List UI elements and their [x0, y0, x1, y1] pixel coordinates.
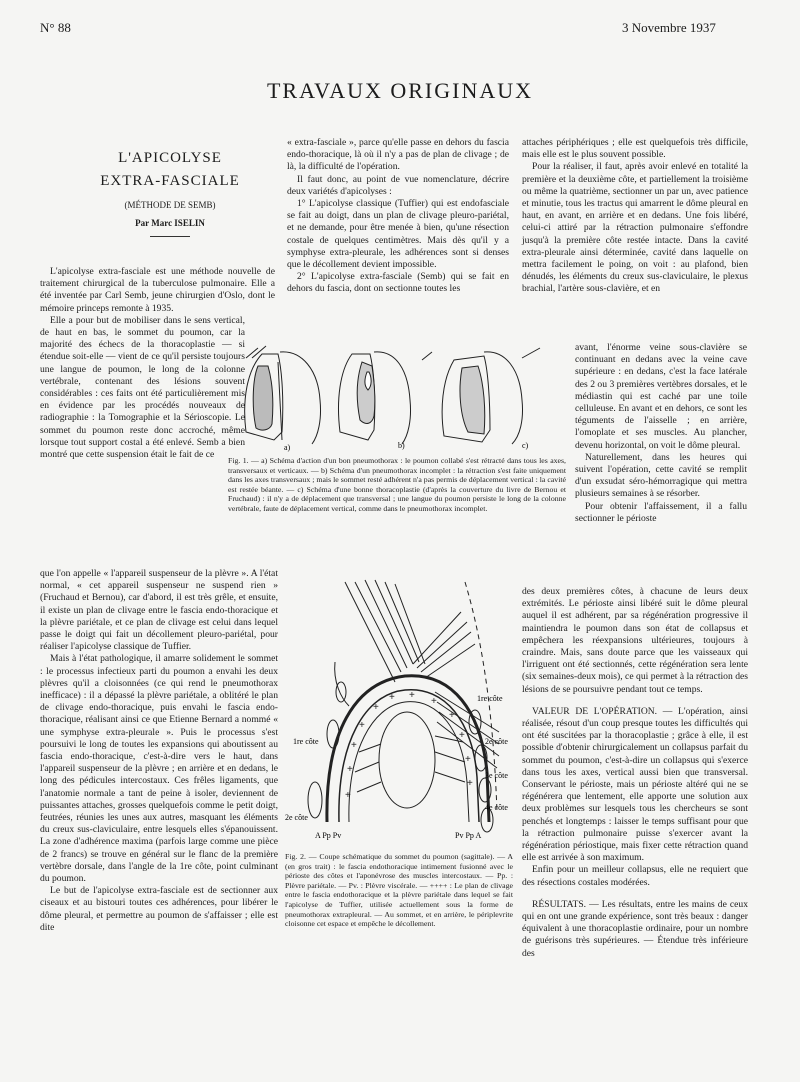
article-author: Par Marc ISELIN — [135, 218, 205, 228]
paragraph: « extra-fasciale », parce qu'elle passe en dehors du fascia endo-thoracique, là où il n'y a pas de plan de clivage ; de là, la difficulté de l'opération. — [287, 137, 509, 173]
paragraph: avant, l'énorme veine sous-clavière se continuant en dedans avec la veine cave supérieure : en dedans, c'est la face latérale des 2 ou 3 premières vertèbres dorsales, et le médiastin qui est caché par une toile celluleuse. En avant et en dehors, ce sont les téguments de l'aisselle ; en arrière, l'omoplate et ses muscles. Au plancher, devenu horizontal, on voit le dôme pleural. — [575, 342, 747, 451]
fig2-label-c3-right: 3e côte — [485, 771, 508, 780]
article-subtitle: (MÉTHODE DE SEMB) — [124, 200, 216, 210]
fig2-label-c4-right: 4e côte — [485, 803, 508, 812]
article-heading — [60, 150, 280, 237]
svg-text:+: + — [449, 710, 455, 721]
article-title-line2: EXTRA-FASCIALE — [100, 173, 240, 189]
col3-bottom — [522, 586, 748, 960]
fig1-label-c: c) — [522, 441, 529, 450]
fig2-label-c2-left: 2e côte — [285, 813, 308, 822]
section-title: TRAVAUX ORIGINAUX — [266, 78, 534, 103]
svg-text:+: + — [351, 740, 357, 751]
svg-text:+: + — [373, 702, 379, 713]
title-divider — [150, 236, 190, 237]
col1-bottom — [40, 568, 278, 934]
svg-text:+: + — [459, 730, 465, 741]
figure-2 — [285, 572, 517, 842]
paragraph: 2° L'apicolyse extra-fasciale (Semb) qui se fait en dehors du fascia, dont on sectionne toutes les — [287, 271, 509, 295]
col3-middle — [575, 342, 747, 525]
issue-number: N° 88 — [40, 20, 71, 35]
article-title-line1: L'APICOLYSE — [118, 150, 222, 166]
svg-text:+: + — [389, 692, 395, 703]
figure-1-caption: Fig. 1. — a) Schéma d'action d'un bon pneumothorax : le poumon collabé s'est rétracté dans tous les axes, transversaux et verticaux. — b) Schéma d'un pneumothorax incomplet : la rétraction s'est faite uniquement dans les axes transversaux ; mais le sommet resté adhérent n'a pas permis de déplacement vertical : la cavité est restée béante. — c) Schéma d'une bonne thoracoplastie (d'après la couverture du livre de Bernou et Fruchaud) : il n'y a de déplacement que transversal ; une langue du poumon persiste le long de la colonne vertébrale, faute de déplacement vertical, comme dans le pneumothorax incomplet. — [228, 456, 566, 513]
paragraph: Il faut donc, au point de vue nomenclature, décrire deux variétés d'apicolyses : — [287, 173, 509, 197]
issue-date: 3 Novembre 1937 — [622, 20, 716, 35]
svg-text:+: + — [465, 754, 471, 765]
paragraph: Elle a pour but de mobiliser dans le sens vertical, de haut en bas, le sommet du poumon, car la majorité des échecs de la thoracoplastie — si étendue soit-elle — vient de ce qu'il persiste toujours une langue de poumon, le long de la colonne vertébrale, contenant des lésions souvent considérables : ces faits ont été particulièrement mis en évidence par les procédés nouveaux de radiographie : la Tomographie et la Sérioscopie. Le sommet du poumon reste donc accroché, même lorsque tout support costal a été enlevé. Semb a bien montré que cette suspension était le fait de ce — [40, 314, 245, 461]
svg-text:+: + — [345, 790, 351, 801]
fig2-label-c1-left: 1re côte — [293, 737, 319, 746]
paragraph: VALEUR DE L'OPÉRATION. — L'opération, ainsi réalisée, résout d'un coup presque toutes les difficultés qui ont été suscitées par la thoracoplastie ; grâce à elle, il est possible d'obtenir chirurgicalement un collapsus parfait du sommet du poumon, c'est-à-dire un collapsus qui s'exerce dans tous les axes, vertical aussi bien que transversal. Conservant le périoste, mais un périoste altéré qui ne se régénérera que lentement, elle apporte une solution aux deux problèmes sur lesquels tous les chercheurs se sont penchés et longtemps : laisser le temps suffisant pour que la rétraction pulmonaire puisse s'exercer avant la régénération périostique, mais fixer cette rétraction quand elle est arrivée à son maximum. — [522, 705, 748, 864]
paragraph: Pour la réaliser, il faut, après avoir enlevé en totalité la première et la deuxième côte, et partiellement la troisième ou même la quatrième, sectionner un par un, avec patience et minutie, tous les tractus qui amarrent le dôme pleural en haut, en avant, en arrière et en dedans. Une fois libéré, celui-ci attiré par la rétraction pulmonaire s'effondre jusqu'à la première côte restée intacte. Dans la cavité extra-pleurale ainsi déterminée, cavité dans laquelle on mettra facilement le poing, on voit : au plafond, bien dénudés, les éléments du creux sus-claviculaire, le plexus brachial, l'artère sous-clavière, et en — [522, 161, 748, 295]
paragraph: 1° L'apicolyse classique (Tuffier) qui est endofasciale se fait au doigt, dans un plan de clivage pleuro-pariétal, et ne demande, pour être menée à bien, qu'une résection costale de quelques centimètres. Mais dès qu'il y a symphyse extra-pleurale, les adhérences sont si denses que le décollement devient impossible. — [287, 198, 509, 271]
figure-1-drawing — [222, 340, 572, 452]
paragraph: des deux premières côtes, à chacune de leurs deux extrémités. Le périoste ainsi libéré suit le dôme pleural auquel il est adhérent, par sa régénération progressive il maintiendra le poumon dans son état de collapsus et empêchera les réexpansions ultérieures, toujours à craindre. Mais, sans doute parce que les vaisseaux qui l'irriguent ont été sectionnés, cette régénération sera lente (six semaines-deux mois), ce qui permet à la rétraction des lésions de se poursuivre pendant tout ce temps. — [522, 586, 748, 695]
fig1-label-b: b) — [398, 441, 405, 450]
figure-1 — [222, 340, 572, 452]
paragraph: Mais à l'état pathologique, il amarre solidement le sommet : le processus infectieux parti du poumon a envahi les deux plèvres qu'il a cloisonnées (ce qui rend le pneumothorax inefficace) : il a dépassé la plèvre pariétale, a oblitéré le plan de clivage endo-thoracique, puis envahi le fascia endo-thoracique, réalisant ainsi ce que Etienne Bernard a nommé « une symphyse extra-pleurale ». Puis le processus s'est poursuivi le long de toutes les expansions qui aboutissent au fascia endo-thoracique, c'est-à-dire vers le haut, dans l'appareil suspenseur de la plèvre ; en arrière et en dedans, le long des pédicules intercostaux. Ces frêles ligaments, que l'anatomie normale a tant de peine à isoler, deviennent de puissantes attaches, grosses quelquefois comme le petit doigt, feutrées, réunies les unes aux autres, masquant les éléments du creux sus-claviculaire, entre lesquels elles s'épanouissent. La zone d'adhérence maxima (parfois large comme une pièce de 2 francs) se trouve en général sur le flanc de la première vertèbre dorsale, dans l'angle de la 1re côte, point culminant du poumon. — [40, 653, 278, 885]
paragraph: Naturellement, dans les heures qui suivent l'opération, cette cavité se remplit d'un exsudat séro-hémorragique qui mettra plusieurs semaines à se résorber. — [575, 451, 747, 500]
figure-2-caption: Fig. 2. — Coupe schématique du sommet du poumon (sagittale). — A (en gros trait) : le fascia endothoracique intimement fusionné avec le périoste des côtes et l'aponévrose des muscles intercostaux. — Pp. : Plèvre pariétale. — Pv. : Plèvre viscérale. — ++++ : Le plan de clivage entre le fascia endothoracique et la plèvre pariétale dans lequel se fait l'apicolyse de Tuffier, utilisée actuellement sous la forme de pneumothorax extrapleural. — Au sommet, et en arrière, le périplevrite cloisonne cet espace et empêche le décollement. — [285, 852, 513, 929]
fig1-label-a: a) — [284, 443, 291, 452]
svg-text:+: + — [467, 778, 473, 789]
svg-text:+: + — [409, 690, 415, 701]
paragraph: L'apicolyse extra-fasciale est une méthode nouvelle de traitement chirurgical de la tuberculose pulmonaire. Elle a été inventée par Carl Semb, jeune chirurgien d'Oslo, dont le mémoire princeps remonte à 1935. — [40, 266, 275, 314]
col2-top — [287, 137, 509, 296]
svg-text:+: + — [359, 720, 365, 731]
fig2-label-c1-right: 1re côte — [477, 694, 503, 703]
fig2-label-bottom-left: A Pp Pv — [315, 831, 342, 840]
fig2-label-c2-right: 2e côte — [485, 737, 508, 746]
figure-2-drawing — [285, 572, 517, 842]
svg-text:+: + — [347, 764, 353, 775]
paragraph: RÉSULTATS. — Les résultats, entre les mains de ceux qui en ont une grande expérience, sont très beaux : danger équivalent à une thoracoplastie ordinaire, pour un nombre de guérisons très supérieures. — Étendue très inférieure des — [522, 898, 748, 959]
paragraph: Pour obtenir l'affaissement, il a fallu sectionner le périoste — [575, 500, 747, 524]
paragraph: attaches périphériques ; elle est quelquefois très difficile, mais elle est le plus souvent possible. — [522, 137, 748, 161]
col3-top — [522, 137, 748, 296]
paragraph: Enfin pour un meilleur collapsus, elle ne requiert que des résections costales modérées. — [522, 864, 748, 888]
paragraph: que l'on appelle « l'appareil suspenseur de la plèvre ». A l'état normal, « cet appareil suspenseur ne suspend rien » (Fruchaud et Bernou), car d'abord, il est très grêle, et ensuite, il existe un plan de clivage entre le fascia endo-thoracique et la plèvre pariétale, et ce plan de clivage est celui dans lequel passe le doigt qui fait un décollement pleuro-pariétal, pour réaliser l'apicolyse classique de Tuffier. — [40, 568, 278, 653]
fig2-label-bottom-right: Pv Pp A — [455, 831, 482, 840]
svg-text:+: + — [431, 696, 437, 707]
paragraph: Le but de l'apicolyse extra-fasciale est de sectionner aux ciseaux et au bistouri toutes ces adhérences, pour libérer le dôme pleural, et permettre au poumon de s'affaisser ; elle est dite — [40, 885, 278, 933]
